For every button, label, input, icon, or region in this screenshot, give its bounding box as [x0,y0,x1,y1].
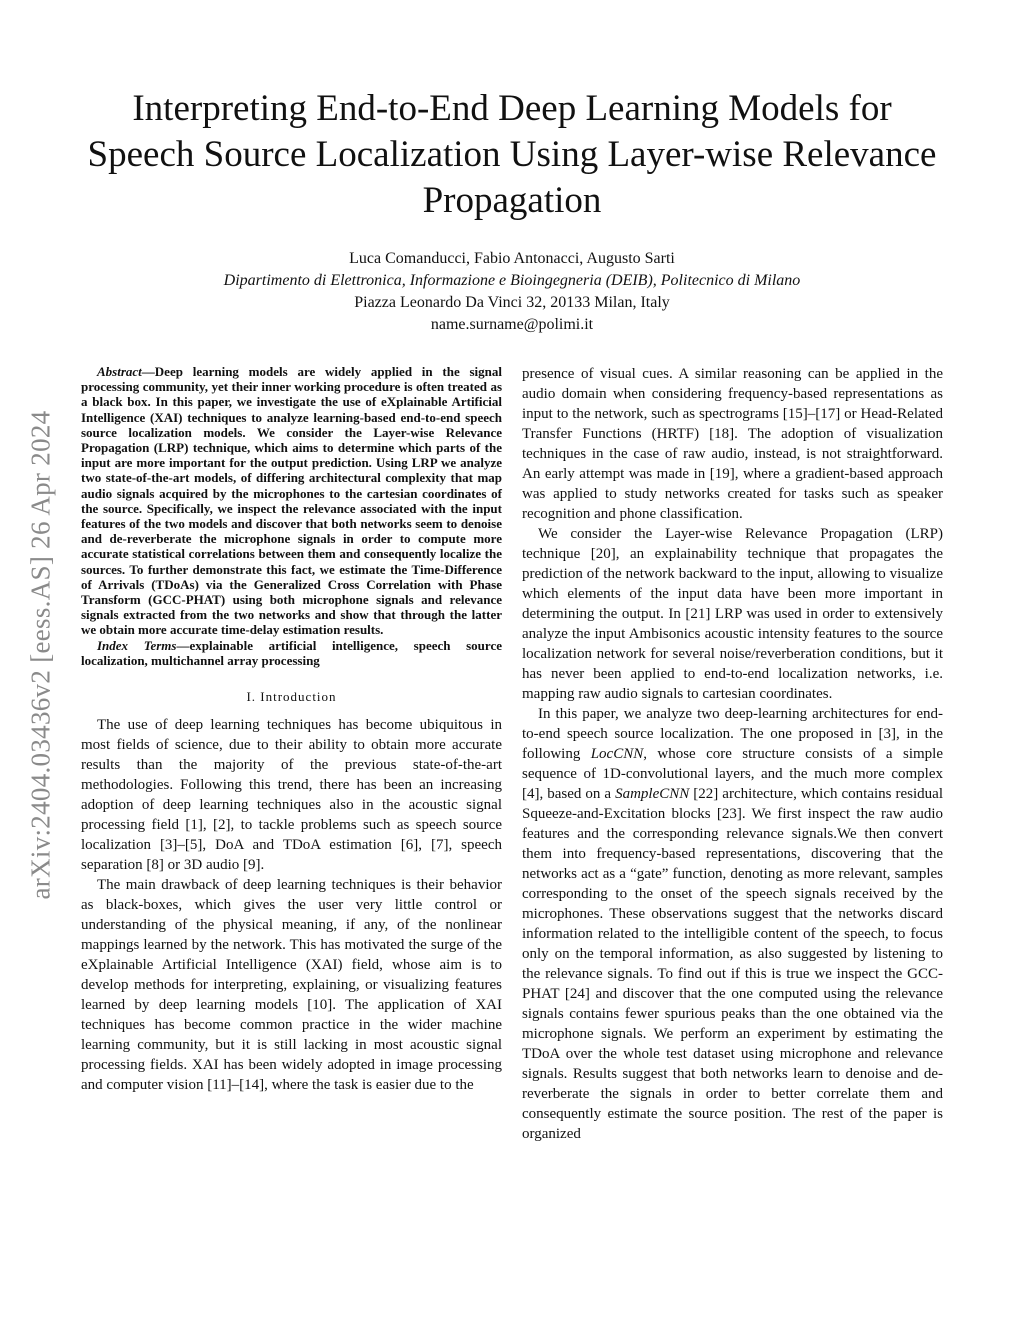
affiliation: Dipartimento di Elettronica, Informazione e Bioingegneria (DEIB), Politecnico di Milano [223,272,801,289]
index-terms-text: —explainable artificial intelligence, speech source localization, multichannel array processing [81,637,502,668]
abstract [81,364,502,638]
abstract-text: —Deep learning models are widely applied in the signal processing community, yet their inner working procedure is often treated as a black box. In this paper, we investigate the use of eXplainable Artificial Intelligence (XAI) techniques to analyze learning-based end-to-end speech source localization models. We consider the Layer-wise Relevance Propagation (LRP) technique, which aims to determine which parts of the input are more important for the output prediction. Using LRP we analyze two state-of-the-art models, of differing architectural complexity that map audio signals acquired by the microphones to the cartesian coordinates of the source. Specifically, we inspect the relevance associated with the input features of the two models and discover that both networks seem to denoise and de-reverberate the microphone signals in order to compute more accurate statistical correlations between them and consequently localize the sources. To further demonstrate this fact, we estimate the Time-Difference of Arrivals (TDoAs) via the Generalized Cross Correlation with Phase Transform (GCC-PHAT) using both microphone signals and relevance signals extracted from the two networks and show that through the latter we obtain more accurate time-delay estimation results. [81,364,502,638]
right-paragraph-1: presence of visual cues. A similar reasoning can be applied in the audio domain when considering frequency-based representations as input to the network, such as spectrograms [15]–[17] or Head-Related Transfer Functions (HRTF) [18]. The adoption of visualization techniques in the case of raw audio, instead, is not straightforward. An early attempt was made in [19], where a gradient-based approach was applied to study networks created for tasks such as speaker recognition and phone classification. [522,366,943,522]
section-heading-introduction: I. Introduction [246,689,337,705]
paper-title: Interpreting End-to-End Deep Learning Models for Speech Source Localization Using Layer-wise Relevance Propagation [87,88,937,221]
right-paragraph-3 [522,704,943,1144]
right-paragraph-2: We consider the Layer-wise Relevance Propagation (LRP) technique [20], an explainability technique that propagates the prediction of the network backward to the input, allowing to visualize which elements of the input data have been more important in determining the output. In [21] LRP was used in order to extensively analyze the input Ambisonics acoustic intensity features to the source localization network for several noise/reverberation conditions, but it has never been applied to end-to-end localization networks, i.e. mapping raw audio signals to cartesian coordinates. [522,526,943,702]
email: name.surname@polimi.it [430,316,594,333]
para3-part-b: , whose core structure consists of a simple sequence of 1D-convolutional layers, and the much more complex [4], based on a [522,746,943,802]
index-terms [81,638,502,668]
samplecnn-term: SampleCNN [615,786,690,802]
abstract-label: Abstract [97,364,142,379]
arxiv-identifier-text: arXiv:2404.03436v2 [eess.AS] 26 Apr 2024 [25,410,56,900]
arxiv-identifier [16,350,66,960]
locnn-term: LocCNN [590,746,644,762]
para3-part-c: [22] architecture, which contains residual Squeeze-and-Excitation blocks [23]. We first inspect the raw audio features and the corresponding relevance signals.We then convert them into frequency-based representations, discovering that the networks act as a “gate” function, denoting as more relevant, samples corresponding to the onset of the speech signals received by the microphones. These observations suggest that the networks discard information related to the intelligible content of the speech, to focus only on the temporal information, as also suggested by listening to the relevance signals. To find out if this is true we inspect the GCC-PHAT [24] and discover that the one computed using the relevance signals contains fewer spurious peaks than the one obtained via the microphone signals. We perform an experiment by estimating the TDoA over the whole test dataset using microphone and relevance signals. Results suggest that both networks learn to denoise and de-reverberate the signals in order to better correlate them and consequently estimate the source position. The rest of the paper is organized [522,786,943,1142]
author-names: Luca Comanducci, Fabio Antonacci, Augusto Sarti [349,250,675,267]
index-terms-label: Index Terms [97,637,177,653]
author-block [80,248,944,336]
right-column [522,364,943,1144]
address: Piazza Leonardo Da Vinci 32, 20133 Milan, Italy [354,294,670,311]
intro-paragraph-1: The use of deep learning techniques has become ubiquitous in most fields of science, due to their ability to obtain more accurate results than the majority of the previous state-of-the-art methodologies. Following this trend, there has been an increasing adoption of deep learning techniques also in the acoustic signal processing field [1], [2], to tackle problems such as speech source localization [3]–[5], DoA and TDoA estimation [6], [7], speech separation [8] or 3D audio [9]. [81,717,502,874]
para3-part-a: In this paper, we analyze two deep-learning architectures for end-to-end speech source localization. The one proposed in [3], in the following [522,706,943,762]
intro-paragraph-2: The main drawback of deep learning techniques is their behavior as black-boxes, which gives the user very little control or understanding of the physical meaning, if any, of the nonlinear mappings learned by the network. This has motivated the surge of the eXplainable Artificial Intelligence (XAI) field, whose aim is to develop methods for interpreting, explaining, or visualizing features learned by deep learning models [10]. The application of XAI techniques has become common practice in the wider machine learning community, but it is still lacking in most acoustic signal processing fields. XAI has been widely adopted in image processing and computer vision [11]–[14], where the task is easier due to the [81,877,502,1094]
left-column [81,364,502,1095]
